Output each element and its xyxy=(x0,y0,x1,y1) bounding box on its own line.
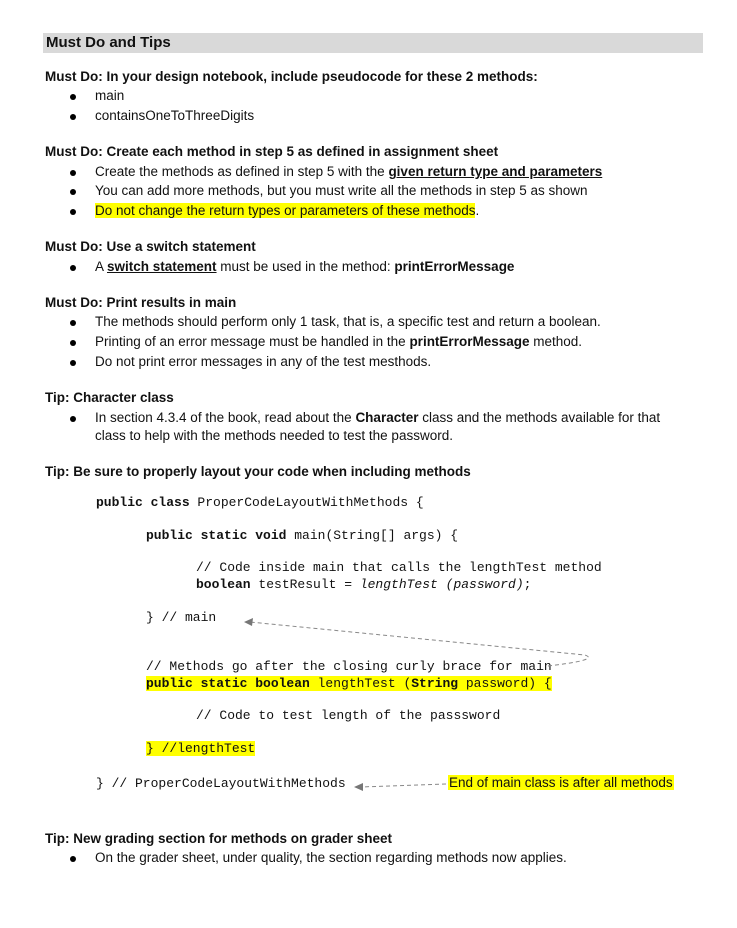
callout-end-of-class: End of main class is after all methods xyxy=(449,775,673,790)
code-line-comment: // Code inside main that calls the lengthTest method xyxy=(196,560,602,575)
arrowhead-icon xyxy=(354,783,363,791)
code-kw: public static boolean xyxy=(146,676,310,691)
bullet-icon xyxy=(70,856,76,862)
s5-item-line2: class to help with the methods needed to test the password. xyxy=(95,428,453,443)
code-text: lengthTest ( xyxy=(309,676,412,691)
code-kw: String xyxy=(411,676,459,691)
s2-i1-bold: given return type and parameters xyxy=(388,164,603,179)
s3-pre: A xyxy=(95,259,108,274)
s3-heading: Must Do: Use a switch statement xyxy=(45,239,256,254)
code-line-main-close: } // main xyxy=(146,610,217,625)
arrow-to-main-close xyxy=(250,622,588,666)
s6-heading: Tip: Be sure to properly layout your code when including methods xyxy=(45,464,471,479)
code-line-class-close: } // ProperCodeLayoutWithMethods xyxy=(96,776,346,791)
s4-item-1: The methods should perform only 1 task, that is, a specific test and return a boolean. xyxy=(95,314,601,329)
code-line-length-comment: // Code to test length of the passsword xyxy=(196,708,501,723)
code-kw: public class xyxy=(96,495,190,510)
s5-l1-pre: In section 4.3.4 of the book, read about the xyxy=(95,410,356,425)
s5-l1-post: class and the methods available for that xyxy=(418,410,661,425)
code-kw: boolean xyxy=(196,577,251,592)
s2-item-2: You can add more methods, but you must write all the methods in step 5 as shown xyxy=(95,183,588,198)
s2-i3-highlight: Do not change the return types or parameters of these methods xyxy=(95,203,476,218)
code-text: testResult = xyxy=(250,577,360,592)
s1-item-contains: containsOneToThreeDigits xyxy=(95,108,255,123)
s4-i2-post: method. xyxy=(529,334,583,349)
code-line-lengthtest-close: } //lengthTest xyxy=(146,741,256,756)
arrowhead-icon xyxy=(244,618,253,626)
s3-mid: must be used in the method: xyxy=(216,259,395,274)
code-text: ProperCodeLayoutWithMethods { xyxy=(189,495,424,510)
s4-i2-pre: Printing of an error message must be handled in the xyxy=(95,334,410,349)
s3-bold: switch statement xyxy=(107,259,217,274)
code-text: main(String[] args) { xyxy=(286,528,459,543)
s5-heading: Tip: Character class xyxy=(45,390,174,405)
s7-heading: Tip: New grading section for methods on grader sheet xyxy=(45,831,393,846)
s2-i3-post: . xyxy=(475,203,480,218)
s4-i2-bold: printErrorMessage xyxy=(409,334,530,349)
s2-i1-pre: Create the methods as defined in step 5 with the xyxy=(95,164,389,179)
s2-heading: Must Do: Create each method in step 5 as defined in assignment sheet xyxy=(45,144,499,159)
s1-item-main: main xyxy=(95,88,125,103)
code-text: ; xyxy=(523,577,532,592)
code-line-methods-comment: // Methods go after the closing curly brace for main xyxy=(146,659,552,674)
code-kw: public static void xyxy=(146,528,287,543)
arrow-to-class-close xyxy=(360,784,446,787)
s3-method: printErrorMessage xyxy=(394,259,515,274)
s4-item-3: Do not print error messages in any of the test mesthods. xyxy=(95,354,432,369)
code-text: password) { xyxy=(458,676,552,691)
s7-item: On the grader sheet, under quality, the section regarding methods now applies. xyxy=(95,850,567,865)
s4-heading: Must Do: Print results in main xyxy=(45,295,237,310)
code-italic: lengthTest (password) xyxy=(359,577,524,592)
page-title: Must Do and Tips xyxy=(46,34,171,51)
s1-heading: Must Do: In your design notebook, include pseudocode for these 2 methods: xyxy=(45,69,538,84)
s5-l1-bold: Character xyxy=(355,410,419,425)
